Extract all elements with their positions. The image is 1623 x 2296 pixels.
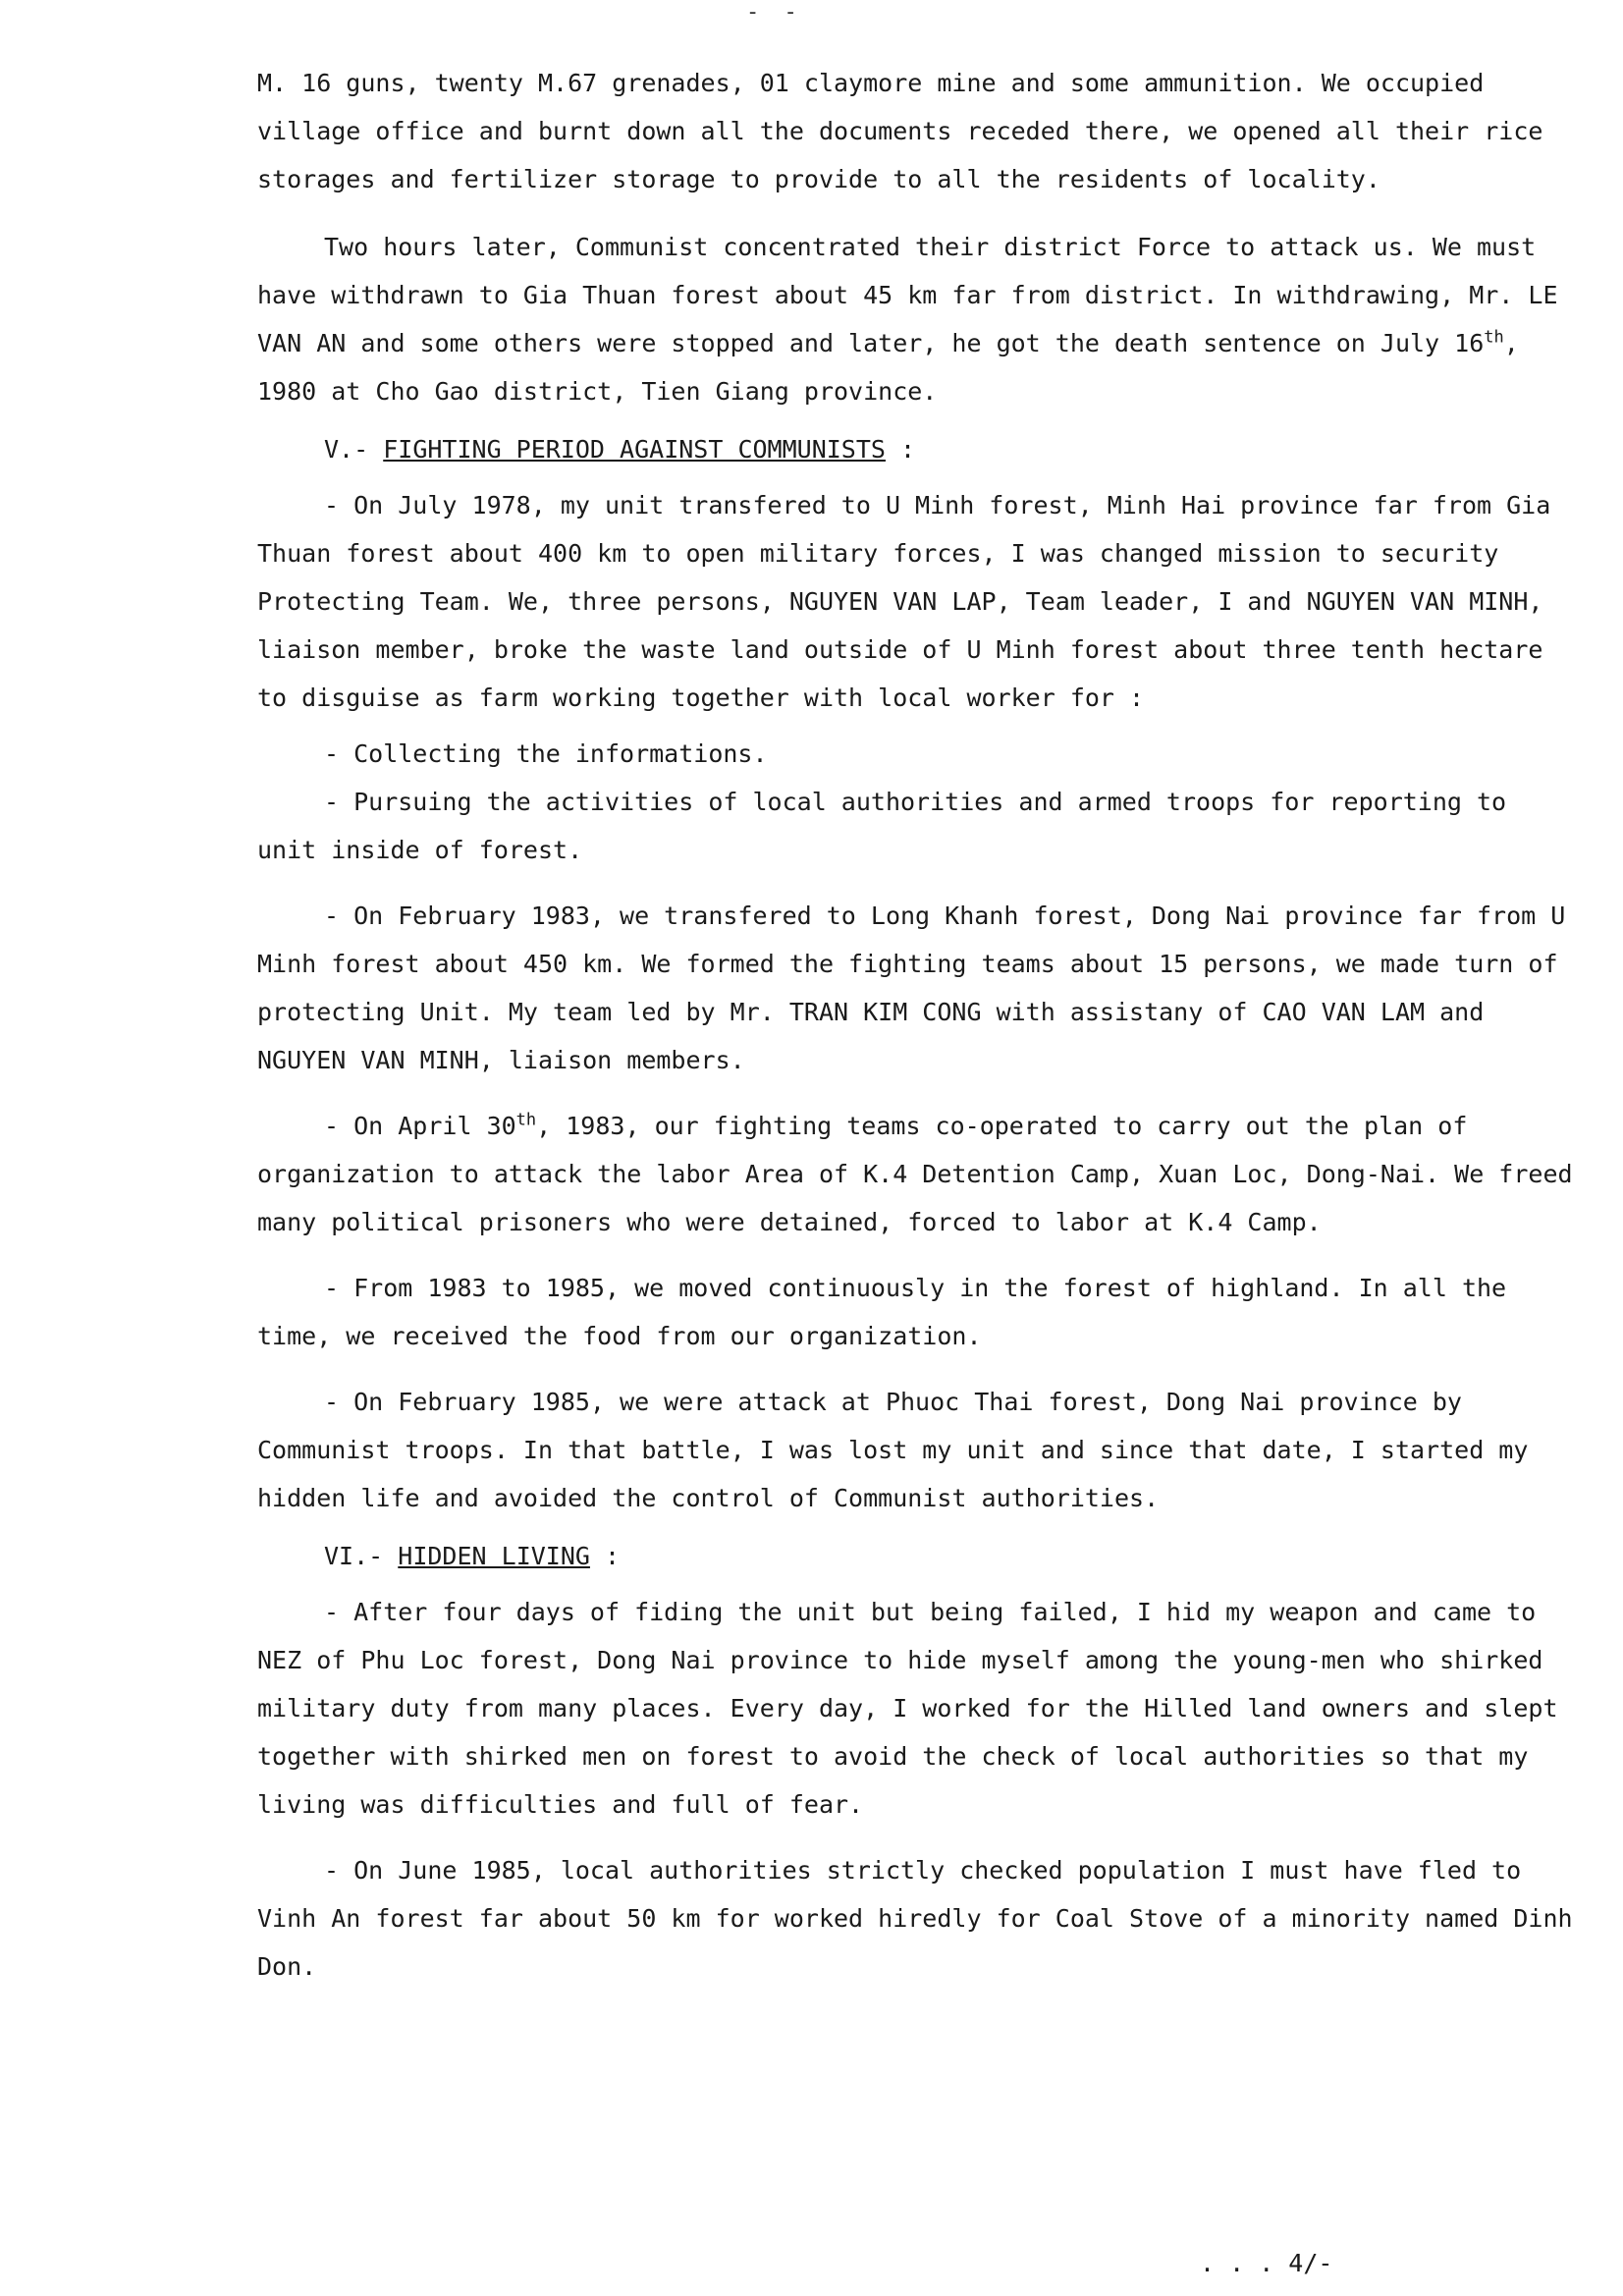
list-item: - From 1983 to 1985, we moved continuously in the forest of highland. In all the time, we received the food from our organization. [257,1274,1507,1350]
list-item-text-end: , 1983, our fighting teams co-operated to carry out the plan of organization to attack the labor Area of K.4 Detention Camp, Xuan Loc, Dong-Nai. We freed many political prisoners who were detained, forced to labor at K.4 Camp. [257,1112,1573,1236]
ordinal-suffix: th [1484,327,1504,348]
section-colon: : [605,1542,621,1570]
section-heading-hidden-living [257,1532,1573,1580]
list-item: - On June 1985, local authorities strictly checked population I must have fled to Vinh An forest far about 50 km for worked hiredly for Coal Stove of a minority named Dinh Don. [257,1856,1573,1981]
list-item: - Collecting the informations. [324,739,768,768]
paragraph-withdrawal-text: Two hours later, Communist concentrated their district Force to attack us. We must have withdrawn to Gia Thuan forest about 45 km far from district. In withdrawing, Mr. LE VAN AN and some others were stopped and later, he got the death sentence on July 16 [257,233,1558,357]
ordinal-suffix: th [515,1110,537,1130]
list-item: - Pursuing the activities of local authorities and armed troops for reporting to unit inside of forest. [257,788,1507,864]
list-item [257,1102,1573,1246]
paragraph-withdrawal [257,223,1573,415]
section-title: FIGHTING PERIOD AGAINST COMMUNISTS [383,435,886,464]
document-body [257,59,1573,1991]
section-number: V.- [324,435,369,464]
page-continuation-marker: . . . 4/- [1200,2249,1333,2277]
section-heading-fighting [257,425,1573,473]
list-item: - On July 1978, my unit transfered to U Minh forest, Minh Hai province far from Gia Thuan forest about 400 km to open military forces, I was changed mission to security Protecting Team. We, three persons, NGUYEN VAN LAP, Team leader, I and NGUYEN VAN MINH, liaison member, broke the waste land outside of U Minh forest about three tenth hectare to disguise as farm working together with local worker for : [257,491,1551,712]
paragraph-withdrawal-text-end: , 1980 at Cho Gao district, Tien Giang province. [257,329,1519,406]
paragraph-continuation: M. 16 guns, twenty M.67 grenades, 01 claymore mine and some ammunition. We occupied village office and burnt down all the documents receded there, we opened all their rice storages and fertilizer storage to provide to all the residents of locality. [257,69,1543,193]
list-item: - On February 1985, we were attack at Phuoc Thai forest, Dong Nai province by Communist troops. In that battle, I was lost my unit and since that date, I started my hidden life and avoided the control of Communist authorities. [257,1388,1529,1512]
section-colon: : [900,435,916,464]
section-title: HIDDEN LIVING [398,1542,590,1570]
list-item-text: - On April 30 [324,1112,516,1140]
list-item: - After four days of fiding the unit but being failed, I hid my weapon and came to NEZ of Phu Loc forest, Dong Nai province to hide myself among the young-men who shirked military duty from many places. Every day, I worked for the Hilled land owners and slept together with shirked men on forest to avoid the check of local authorities so that my living was difficulties and full of fear. [257,1598,1558,1819]
list-item: - On February 1983, we transfered to Long Khanh forest, Dong Nai province far from U Minh forest about 450 km. We formed the fighting teams about 15 persons, we made turn of protecting Unit. My team led by Mr. TRAN KIM CONG with assistany of CAO VAN LAM and NGUYEN VAN MINH, liaison members. [257,902,1566,1074]
page-top-mark: - - [746,0,803,25]
section-number: VI.- [324,1542,384,1570]
